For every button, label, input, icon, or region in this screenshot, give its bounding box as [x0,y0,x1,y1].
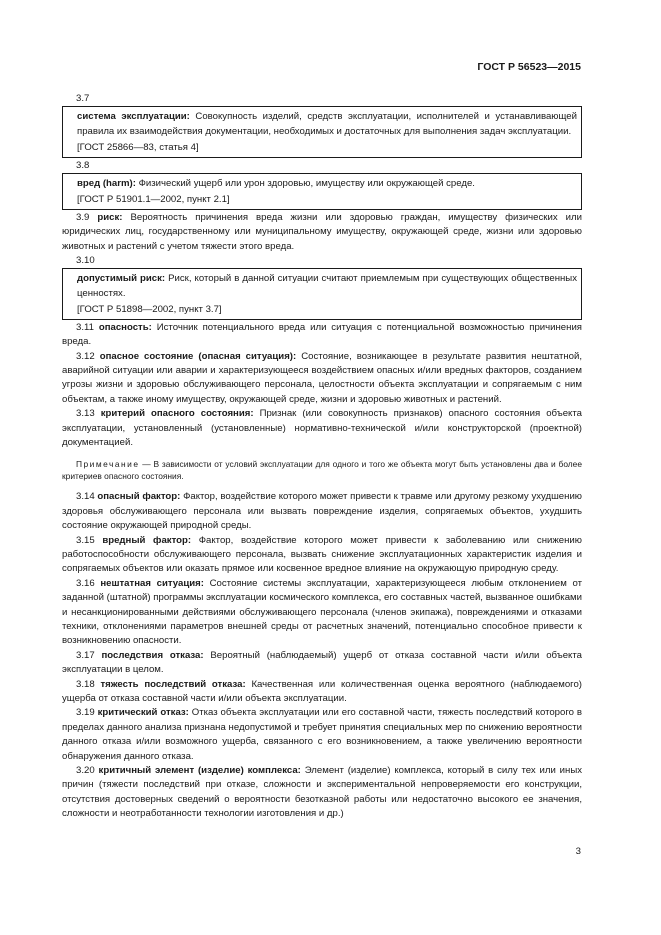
definition: Фактор, воздействие которого может привести к травме или другому резкому ухудшению здоровья обслуживающего персонала или вызвать повреждение изделия, сопрягаемых объектов, ухудшить состояние окружающей природной среды. [62,491,582,532]
boxed-definition [62,106,582,157]
definition-paragraph [62,321,582,350]
term: система эксплуатации: [77,111,190,123]
definition: Признак (или совокупность признаков) опасного состояния объекта эксплуатации, установленный (установленные) нормативно-технической и/или конструкторской (проектной) документацией. [62,408,582,448]
note-dash: — [139,459,154,470]
definition: Элемент (изделие) комплекса, который в силу тех или иных причин (тяжести последствий при отказе, сложности и экспериментальной непроверяемости его конструкции, отсутствия достоверных сведений о вероятности безотказной работы или недостаточно высокого ее значения, сложности и неотработанности технологии изготовления и др.) [62,765,583,820]
note-text: В зависимости от условий эксплуатации для одного и того же объекта могут быть установлены два и более критериев опасного состояния. [62,459,582,482]
entry-number: 3.16 [76,577,95,589]
definition: Состояние, возникающее в результате развития нештатной, аварийной ситуации или аварии и характеризующееся воздействием опасных и/или вредных факторов, созданием угрозы жизни и здоровью обслуживающего персонала, целостности объекта эксплуатации и сопрягаемым с ним объектам, а также иному имуществу, окружающей среде, жизни и здоровью животных и растений. [62,350,582,405]
entry-number: 3.8 [76,159,90,171]
boxed-definition [62,173,582,210]
term: вред (harm): [77,178,136,190]
definition-paragraph [62,350,582,408]
definition-text [77,272,577,301]
entry-number: 3.17 [76,649,95,661]
entry-number: 3.18 [76,678,95,690]
note [62,458,582,482]
entry-number: 3.20 [76,765,95,777]
entry-number: 3.12 [76,350,95,362]
term: опасный фактор: [97,491,181,503]
definition-paragraph [62,577,582,649]
page-number: 3 [575,846,581,857]
definition: Совокупность изделий, средств эксплуатации, исполнителей и устанавливающей правила их взаимодействия документации, необходимых и достаточных для выполнения задач эксплуатации. [77,111,577,137]
definition-text [77,110,577,139]
definition: Фактор, воздействие которого может привести к заболеванию или снижению работоспособности обслуживающего персонала, вызвать снижение эксплуатационных характеристик изделия и сопрягаемых объектов или оказать прямое или косвенное вредное влияние на окружающую природную среду. [62,534,582,575]
term: критичный элемент (изделие) комплекса: [98,765,301,777]
entry-number: 3.10 [76,255,95,267]
boxed-definition [62,268,582,319]
term: опасное состояние (опасная ситуация): [99,350,297,362]
definition: Отказ объекта эксплуатации или его составной части, тяжесть последствий которого в пределах данного анализа признана недопустимой и требует принятия специальных мер по снижению вероятности данного отказа и/или возможного ущерба, связанного с его возникновением, а также увеличению вероятности обнаружения данного отказа. [62,707,582,762]
term: критерий опасного состояния: [100,408,254,420]
entry-number: 3.14 [76,491,95,503]
definition: Качественная или количественная оценка вероятного (наблюдаемого) ущерба от отказа составной части и/или объекта эксплуатации. [62,678,582,705]
source-reference: [ГОСТ Р 51898—2002, пункт 3.7] [77,304,222,316]
definition-paragraph [62,649,582,678]
entry-number: 3.19 [76,707,95,719]
entry-number: 3.9 [76,211,90,223]
document-body [62,92,582,822]
term: последствия отказа: [101,649,204,661]
definition-paragraph [62,764,582,822]
entry-number: 3.15 [76,534,95,546]
definition-paragraph [62,490,582,533]
definition: Риск, который в данной ситуации считают приемлемым при существующих общественных ценностях. [77,273,577,299]
definition-paragraph [62,534,582,577]
term: риск: [97,211,123,223]
term: нештатная ситуация: [100,577,204,589]
standard-code: ГОСТ Р 56523—2015 [477,61,581,73]
definition-paragraph [62,678,582,707]
term: опасность: [98,321,152,333]
term: тяжесть последствий отказа: [100,678,246,690]
entry-number: 3.11 [76,321,94,333]
definition: Физический ущерб или урон здоровью, имуществу или окружающей среде. [138,178,475,190]
definition-paragraph [62,706,582,764]
definition: Вероятный (наблюдаемый) ущерб от отказа составной части и/или объекта эксплуатации в целом. [62,649,582,676]
term: критический отказ: [97,707,189,719]
note-label: Примечание [76,459,140,470]
definition: Вероятность причинения вреда жизни или здоровью граждан, имуществу физических или юридических лиц, государственному или муниципальному имуществу, окружающей среде, жизни или здоровью животных и растений с учетом тяжести этого вреда. [62,211,582,252]
definition-paragraph [62,211,582,254]
term: вредный фактор: [102,534,192,546]
entry-number: 3.13 [76,408,95,420]
source-reference: [ГОСТ 25866—83, статья 4] [77,142,199,154]
definition-paragraph [62,407,582,450]
source-reference: [ГОСТ Р 51901.1—2002, пункт 2.1] [77,194,230,206]
definition-text [77,177,577,191]
entry-number: 3.7 [76,93,90,104]
definition: Источник потенциального вреда или ситуация с потенциальной возможностью причинения вреда. [62,321,582,348]
term: допустимый риск: [77,273,166,285]
definition: Состояние системы эксплуатации, характеризующееся любым отклонением от заданной (штатной) программы эксплуатации космического комплекса, его составных частей, вызванное ошибками и несанкционированными действиями обслуживающего персонала (членов экипажа), повреждениями и отказами техники, отклонениями параметров внешней среды от расчетных значений, потенциально способное привести к возникновению опасности. [62,577,583,647]
